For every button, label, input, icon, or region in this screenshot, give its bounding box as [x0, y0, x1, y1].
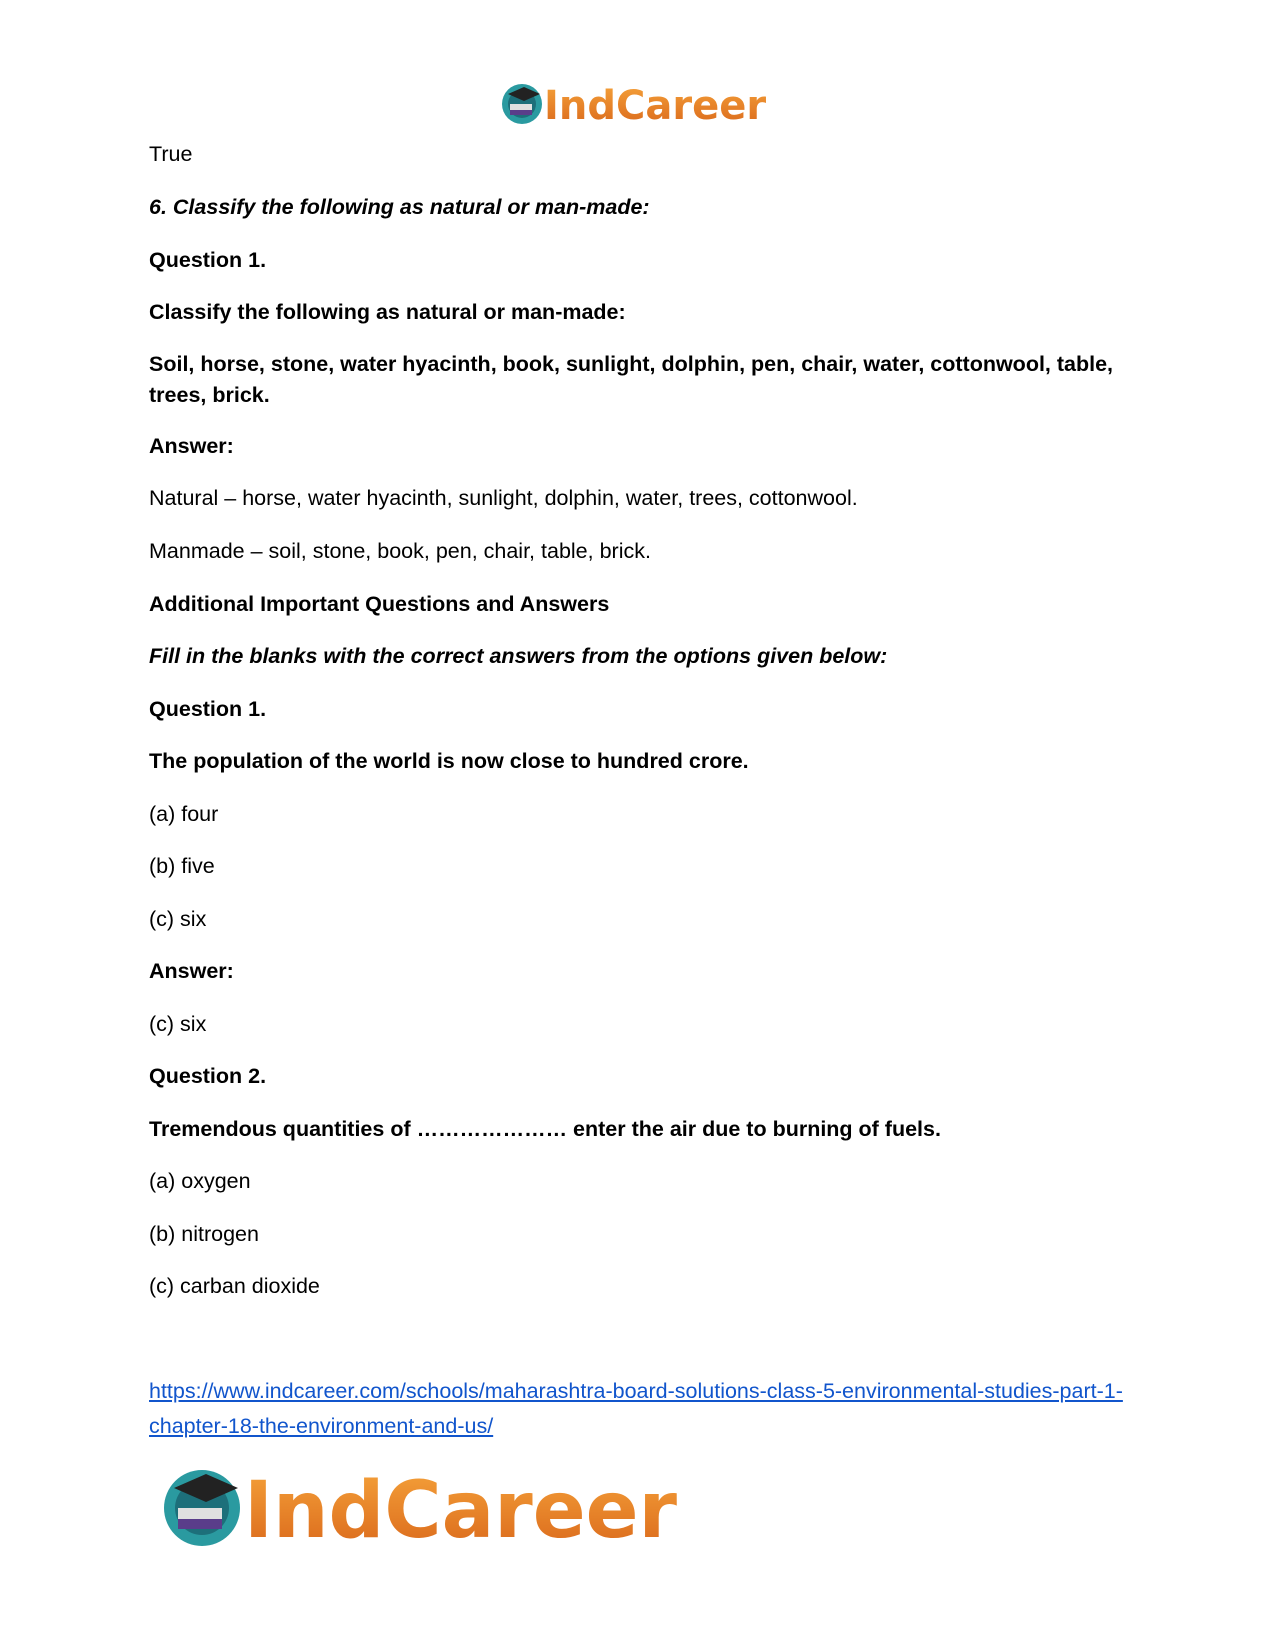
answer-manmade: Manmade – soil, stone, book, pen, chair, table, brick. — [149, 539, 651, 563]
graduation-globe-icon — [164, 1470, 240, 1546]
answer-label: Answer: — [149, 434, 234, 458]
option-a: (a) oxygen — [149, 1169, 251, 1193]
question-items: Soil, horse, stone, water hyacinth, book, sunlight, dolphin, pen, chair, water, cottonwool, table, trees, brick. — [149, 352, 1114, 407]
graduation-globe-icon — [502, 84, 542, 124]
logo-text: IndCareer — [244, 1466, 677, 1550]
question-label: Question 1. — [149, 697, 267, 721]
additional-heading: Additional Important Questions and Answers — [149, 592, 610, 616]
source-url-link[interactable]: https://www.indcareer.com/schools/maharashtra-board-solutions-class-5-environmental-studies-part-1-chapter-18-the-environment-and-us/ — [149, 1379, 1123, 1438]
answer-natural: Natural – horse, water hyacinth, sunlight, dolphin, water, trees, cottonwool. — [149, 486, 858, 510]
indcareer-logo-top — [500, 80, 770, 126]
indcareer-logo-bottom — [160, 1462, 720, 1550]
option-c: (c) carban dioxide — [149, 1274, 320, 1298]
question-label: Question 1. — [149, 248, 267, 272]
option-a: (a) four — [149, 802, 219, 826]
text-true: True — [149, 142, 193, 166]
question-text: The population of the world is now close to hundred crore. — [149, 749, 749, 773]
section-heading: 6. Classify the following as natural or man-made: — [149, 195, 650, 219]
answer-text: (c) six — [149, 1012, 207, 1036]
option-b: (b) nitrogen — [149, 1222, 259, 1246]
question-text: Tremendous quantities of ………………… enter the air due to burning of fuels. — [149, 1117, 941, 1141]
option-c: (c) six — [149, 907, 207, 931]
question-label: Question 2. — [149, 1064, 267, 1088]
answer-label: Answer: — [149, 959, 234, 983]
question-text: Classify the following as natural or man-made: — [149, 300, 626, 324]
logo-text: IndCareer — [544, 83, 767, 126]
fill-blanks-heading: Fill in the blanks with the correct answers from the options given below: — [149, 644, 888, 668]
option-b: (b) five — [149, 854, 215, 878]
